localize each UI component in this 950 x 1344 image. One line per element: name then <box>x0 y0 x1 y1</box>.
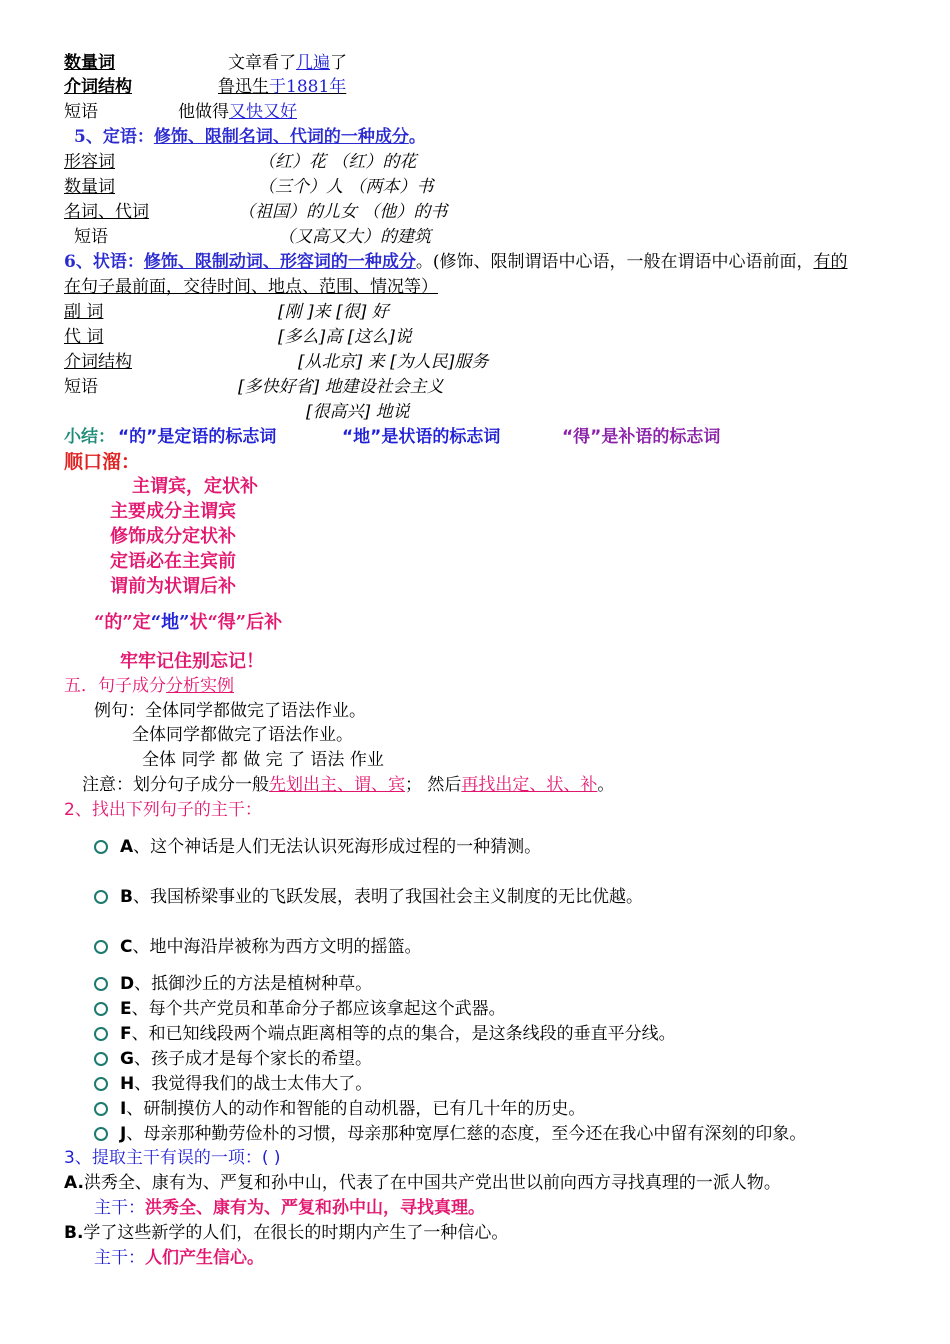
q2-item-text: C、地中海沿岸被称为西方文明的摇篮。 <box>120 937 422 957</box>
example: 鲁迅生于1881年 <box>218 77 347 97</box>
example: [多么]高 [这么]说 <box>278 327 412 347</box>
rhyme-line-3: 修饰成分定状补 <box>110 526 236 547</box>
rhyme-line-7: 牢牢记住别忘记！ <box>120 651 264 672</box>
circle-bullet-icon <box>94 840 108 854</box>
zhuangyu-row-5: [很高兴] 地说 <box>306 402 410 422</box>
example: （红）花 （红）的花 <box>258 152 417 172</box>
example: [刚 ]来 [很] 好 <box>278 302 389 322</box>
q2-item-text: F、和已知线段两个端点距离相等的点的集合，是这条线段的垂直平分线。 <box>120 1024 676 1044</box>
q2-item-text: I、研制摸仿人的动作和智能的自动机器，已有几十年的历史。 <box>120 1099 586 1119</box>
example: （又高又大）的建筑 <box>278 227 431 247</box>
q2-item-text: D、抵御沙丘的方法是植树种草。 <box>120 974 373 994</box>
section5-example-3: 全体 同学 都 做 完 了 语法 作业 <box>142 750 384 770</box>
q3-option-a: A.洪秀全、康有为、严复和孙中山，代表了在中国共产党出世以前向西方寻找真理的一派人物。 <box>64 1173 781 1193</box>
example: [从北京] 来 [为人民]服务 <box>298 352 489 372</box>
q2-item-text: B、我国桥梁事业的飞跃发展，表明了我国社会主义制度的无比优越。 <box>120 887 643 907</box>
q2-item-text: G、孩子成才是每个家长的希望。 <box>120 1049 372 1069</box>
dingyu-heading: 5、定语：修饰、限制名词、代词的一种成分。 <box>74 127 426 147</box>
q3-heading: 3、提取主干有误的一项：( ) <box>64 1148 281 1168</box>
section5-example-2: 全体同学都做完了语法作业。 <box>132 725 353 745</box>
q3-b-main: 主干：人们产生信心。 <box>94 1248 264 1268</box>
rhyme-line-6: “的”定“地”状“得”后补 <box>94 612 283 633</box>
section5-heading: 五．句子成分分析实例 <box>64 676 234 696</box>
q2-item-text: E、每个共产党员和革命分子都应该拿起这个武器。 <box>120 999 506 1019</box>
rhyme-line-2: 主要成分主谓宾 <box>110 501 236 522</box>
rhyme-title: 顺口溜： <box>64 451 141 473</box>
rhyme-line-1: 主谓宾，定状补 <box>132 476 258 497</box>
example: 文章看了几遍了 <box>228 53 347 73</box>
row-label: 数量词 <box>64 53 115 73</box>
circle-bullet-icon <box>94 1052 108 1066</box>
example: [多快好省] 地建设社会主义 <box>238 377 444 397</box>
row-label: 短语 <box>64 102 98 122</box>
circle-bullet-icon <box>94 1127 108 1141</box>
q2-item-text: A、这个神话是人们无法认识死海形成过程的一种猜测。 <box>120 837 542 857</box>
zhuangyu-heading: 6、状语：修饰、限制动词、形容词的一种成分。(修饰、限制谓语中心语，一般在谓语中心语前面，有的 <box>64 252 848 272</box>
row-label: 名词、代词 <box>64 202 149 222</box>
q3-option-b: B.学了这些新学的人们，在很长的时期内产生了一种信心。 <box>64 1223 509 1243</box>
example: 他做得又快又好 <box>178 102 297 122</box>
circle-bullet-icon <box>94 977 108 991</box>
q2-heading: 2、找出下列句子的主干： <box>64 800 262 820</box>
zhuangyu-heading-line2: 在句子最前面，交待时间、地点、范围、情况等） <box>64 277 438 297</box>
row-label: 副 词 <box>64 302 104 322</box>
row-label: 数量词 <box>64 177 115 197</box>
rhyme-line-4: 定语必在主宾前 <box>110 551 236 572</box>
section5-example-1: 例句：全体同学都做完了语法作业。 <box>94 701 366 721</box>
row-label: 介词结构 <box>64 77 132 97</box>
q2-item-text: J、母亲那种勤劳俭朴的习惯，母亲那种宽厚仁慈的态度，至今还在我心中留有深刻的印象。 <box>120 1124 807 1144</box>
example: （祖国）的儿女 （他）的书 <box>238 202 448 222</box>
circle-bullet-icon <box>94 1002 108 1016</box>
q2-item-text: H、我觉得我们的战士太伟大了。 <box>120 1074 373 1094</box>
row-label: 代 词 <box>64 327 104 347</box>
row-label: 短语 <box>64 377 98 397</box>
row-label: 短语 <box>74 227 108 247</box>
q3-a-main: 主干：洪秀全、康有为、严复和孙中山，寻找真理。 <box>94 1198 485 1218</box>
circle-bullet-icon <box>94 1102 108 1116</box>
row-label: 介词结构 <box>64 352 132 372</box>
section5-note: 注意：划分句子成分一般先划出主、谓、宾； 然后再找出定、状、补。 <box>82 775 615 795</box>
circle-bullet-icon <box>94 940 108 954</box>
circle-bullet-icon <box>94 890 108 904</box>
row-label: 形容词 <box>64 152 115 172</box>
circle-bullet-icon <box>94 1027 108 1041</box>
example: （三个）人 （两本）书 <box>258 177 434 197</box>
circle-bullet-icon <box>94 1077 108 1091</box>
rhyme-line-5: 谓前为状谓后补 <box>110 576 236 597</box>
